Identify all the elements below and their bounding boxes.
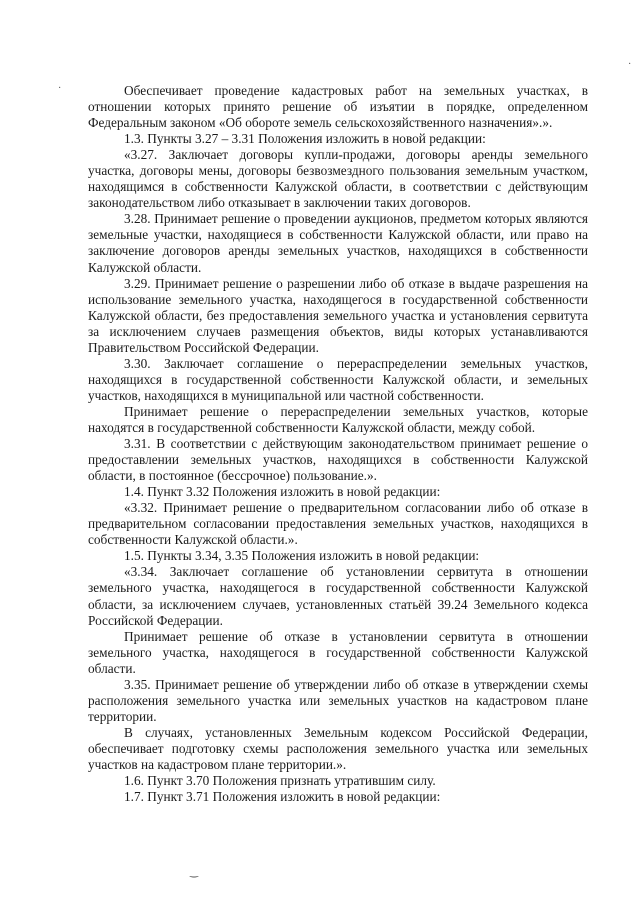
paragraph: 3.28. Принимает решение о проведении аукционов, предметом которых являются земельные участки, находящиеся в собственности Калужской области, или право на заключение договоров аренды земельных участков, находящихся в собственности Калужской области. [88, 211, 588, 275]
paragraph: 3.35. Принимает решение об утверждении либо об отказе в утверждении схемы расположения земельного участка или земельных участков на кадастровом плане территории. [88, 676, 588, 724]
paragraph: Принимает решение об отказе в установлении сервитута в отношении земельного участка, находящегося в государственной собственности Калужской области. [88, 628, 588, 676]
scan-speck: · [628, 59, 632, 70]
document-body [88, 83, 588, 805]
paragraph: 1.3. Пункты 3.27 – 3.31 Положения изложить в новой редакции: [124, 131, 486, 147]
paragraph: В случаях, установленных Земельным кодексом Российской Федерации, обеспечивает подготовку схемы расположения земельного участка или земельных участков на кадастровом плане территории.». [88, 724, 588, 772]
paragraph: 1.6. Пункт 3.70 Положения признать утратившим силу. [124, 773, 436, 789]
scan-speck: · [58, 83, 62, 94]
paragraph: Обеспечивает проведение кадастровых работ на земельных участках, в отношении которых принято решение об изъятии в порядке, определенном Федеральным законом «Об обороте земель сельскохозяйственного назначения».». [88, 83, 588, 131]
paragraph: 1.4. Пункт 3.32 Положения изложить в новой редакции: [124, 484, 441, 500]
paragraph: «3.32. Принимает решение о предварительном согласовании либо об отказе в предварительном согласовании предоставления земельных участков, находящихся в собственности Калужской области.». [88, 500, 588, 548]
paragraph: 1.7. Пункт 3.71 Положения изложить в новой редакции: [124, 789, 441, 805]
scan-speck: ‿ [190, 867, 199, 878]
paragraph: 3.29. Принимает решение о разрешении либо об отказе в выдаче разрешения на использование земельного участка, находящегося в государственной собственности Калужской области, без предоставления земельного участка и установления сервитута за исключением случаев размещения объектов, виды которых устанавливаются Правительством Российской Федерации. [88, 275, 588, 355]
paragraph: Принимает решение о перераспределении земельных участков, которые находятся в государственной собственности Калужской области, между собой. [88, 403, 588, 435]
paragraph: 3.31. В соответствии с действующим законодательством принимает решение о предоставлении земельных участков, находящихся в собственности Калужской области, в постоянное (бессрочное) пользование.». [88, 436, 588, 484]
paragraph: 3.30. Заключает соглашение о перераспределении земельных участков, находящихся в государственной собственности Калужской области, и земельных участков, находящихся в муниципальной или частной собственности. [88, 355, 588, 403]
paragraph: 1.5. Пункты 3.34, 3.35 Положения изложить в новой редакции: [124, 548, 480, 564]
paragraph: «3.34. Заключает соглашение об установлении сервитута в отношении земельного участка, находящегося в государственной собственности Калужской области, за исключением случаев, установленных статьёй 39.24 Земельного кодекса Российской Федерации. [88, 564, 588, 628]
paragraph: «3.27. Заключает договоры купли-продажи, договоры аренды земельного участка, договоры мены, договоры безвозмездного пользования земельным участком, находящимся в собственности Калужской области, в соответствии с действующим законодательством либо отказывает в заключении таких договоров. [88, 147, 588, 211]
